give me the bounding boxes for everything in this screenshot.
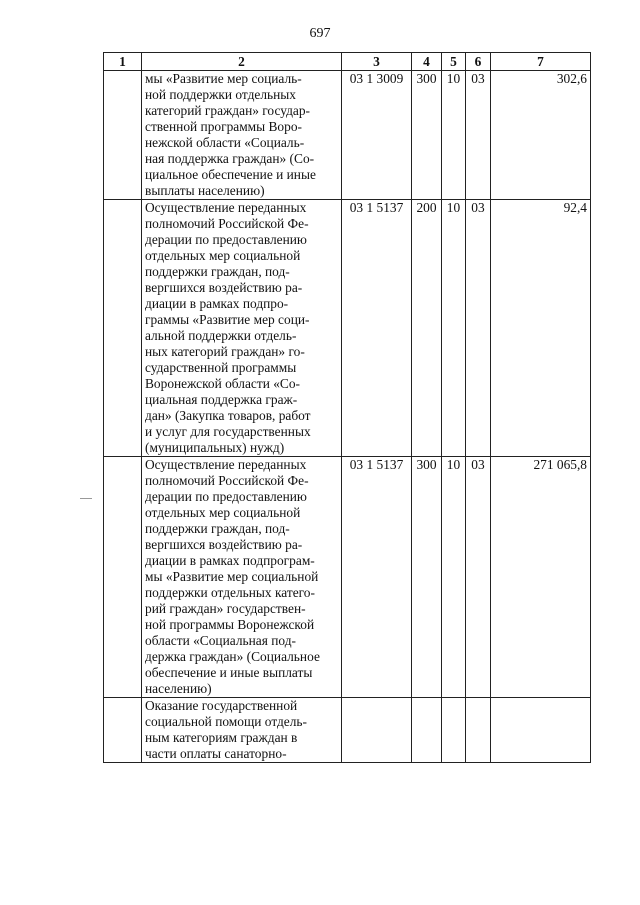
section-cell [442, 698, 466, 763]
column-header-6: 6 [466, 53, 491, 71]
row-number-cell [104, 71, 142, 200]
expense-type-cell: 200 [412, 200, 442, 457]
section-cell: 10 [442, 71, 466, 200]
column-header-5: 5 [442, 53, 466, 71]
page-number: 697 [309, 26, 331, 41]
column-header-4: 4 [412, 53, 442, 71]
row-number-cell [104, 457, 142, 698]
description-cell: мы «Развитие мер социаль- ной поддержки отдельных категорий граждан» государ- ственной программы Воро- нежской области «Социаль- ная поддержка граждан» (Со- циальное обеспечение и иные выплаты населению) [142, 71, 342, 200]
column-header-2: 2 [142, 53, 342, 71]
row-number-cell [104, 698, 142, 763]
expense-type-cell [412, 698, 442, 763]
amount-cell: 92,4 [491, 200, 591, 457]
description-cell: Оказание государственной социальной помощи отдель- ным категориям граждан в части оплаты санаторно- [142, 698, 342, 763]
description-cell: Осуществление переданных полномочий Российской Фе- дерации по предоставлению отдельных мер социальной поддержки граждан, под- вергшихся воздействию ра- диации в рамках подпрограм- мы «Развитие мер социальной поддержки отдельных катего- рий граждан» государствен- ной программы Воронежской области «Социальная под- держка граждан» (Социальное обеспечение и иные выплаты населению) [142, 457, 342, 698]
amount-cell: 271 065,8 [491, 457, 591, 698]
column-header-1: 1 [104, 53, 142, 71]
target-code-cell [342, 698, 412, 763]
budget-table [103, 52, 591, 763]
table-row [104, 71, 591, 200]
subsection-cell: 03 [466, 71, 491, 200]
table-row [104, 200, 591, 457]
row-number-cell [104, 200, 142, 457]
target-code-cell: 03 1 5137 [342, 200, 412, 457]
section-cell: 10 [442, 200, 466, 457]
target-code-cell: 03 1 5137 [342, 457, 412, 698]
expense-type-cell: 300 [412, 457, 442, 698]
subsection-cell [466, 698, 491, 763]
table-row [104, 698, 591, 763]
column-header-3: 3 [342, 53, 412, 71]
section-cell: 10 [442, 457, 466, 698]
table-header-row [104, 53, 591, 71]
expense-type-cell: 300 [412, 71, 442, 200]
subsection-cell: 03 [466, 457, 491, 698]
amount-cell: 302,6 [491, 71, 591, 200]
subsection-cell: 03 [466, 200, 491, 457]
target-code-cell: 03 1 3009 [342, 71, 412, 200]
column-header-7: 7 [491, 53, 591, 71]
amount-cell [491, 698, 591, 763]
description-cell: Осуществление переданных полномочий Российской Фе- дерации по предоставлению отдельных мер социальной поддержки граждан, под- вергшихся воздействию ра- диации в рамках подпро- граммы «Развитие мер соци- альной поддержки отдель- ных категорий граждан» го- сударственной программы Воронежской области «Со- циальная поддержка граж- дан» (Закупка товаров, работ и услуг для государственных (муниципальных) нужд) [142, 200, 342, 457]
table-row [104, 457, 591, 698]
margin-mark [80, 498, 92, 499]
